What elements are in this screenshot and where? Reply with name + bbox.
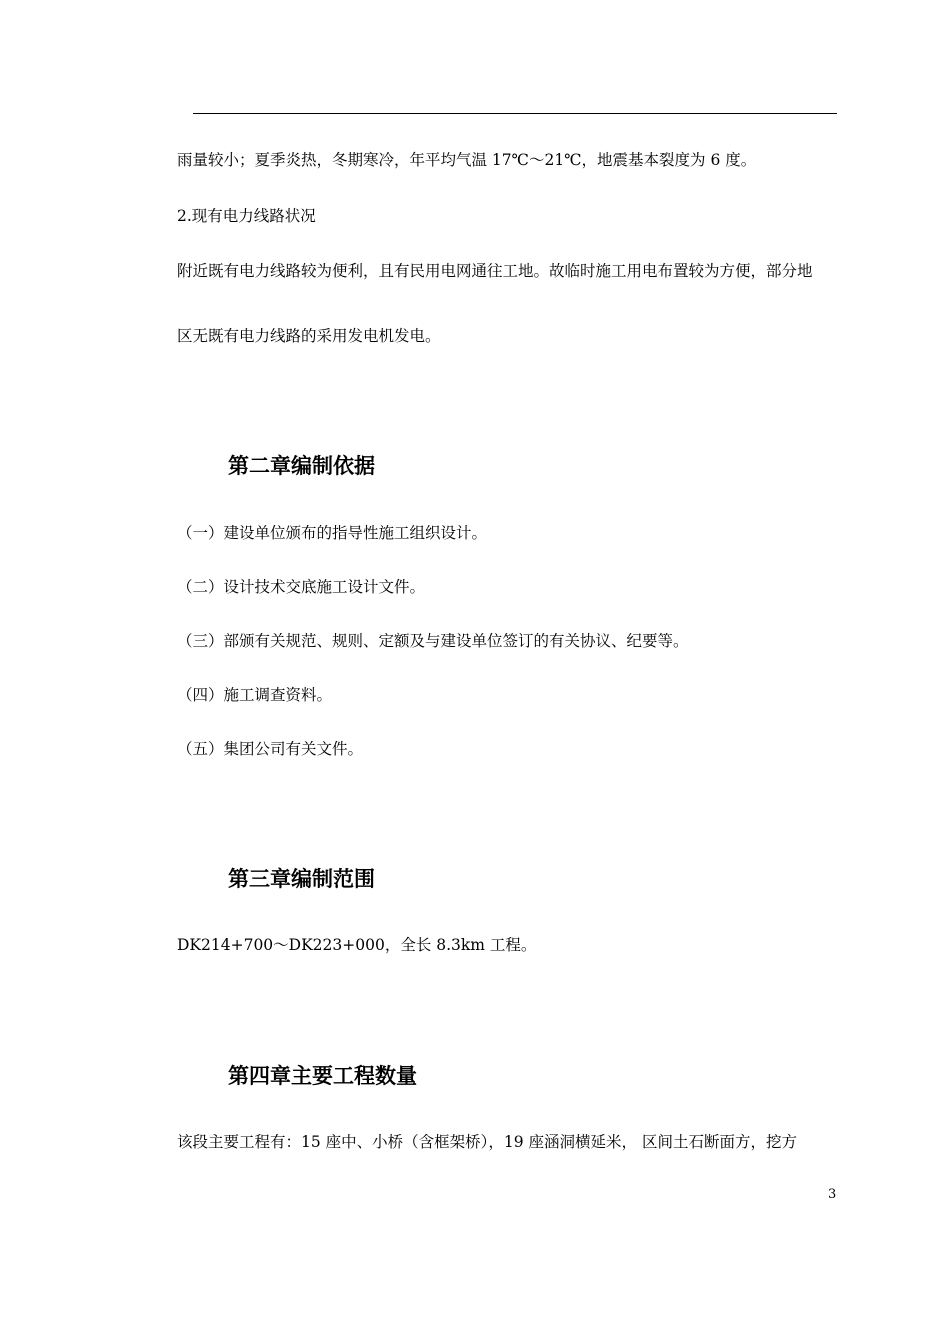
chapter-2-title: 第二章编制依据 bbox=[228, 454, 375, 478]
chapter-3-title: 第三章编制范围 bbox=[228, 867, 375, 891]
chapter-2-item-5: （五）集团公司有关文件。 bbox=[177, 740, 364, 758]
header-rule bbox=[193, 113, 837, 114]
chapter-4-text: 该段主要工程有：15 座中、小桥（含框架桥），19 座涵洞横延米， 区间土石断面方，挖方 bbox=[177, 1133, 797, 1151]
paragraph-line-1: 附近既有电力线路较为便利，且有民用电网通往工地。故临时施工用电布置较为方便，部分地 bbox=[177, 262, 813, 280]
chapter-2-item-4: （四）施工调查资料。 bbox=[177, 686, 333, 704]
paragraph-line-2: 区无既有电力线路的采用发电机发电。 bbox=[177, 327, 441, 345]
chapter-4-title: 第四章主要工程数量 bbox=[228, 1064, 417, 1088]
chapter-2-item-3: （三）部颁有关规范、规则、定额及与建设单位签订的有关协议、纪要等。 bbox=[177, 632, 689, 650]
chapter-2-item-1: （一）建设单位颁布的指导性施工组织设计。 bbox=[177, 524, 488, 542]
climate-text: 雨量较小；夏季炎热，冬期寒冷，年平均气温 17℃～21℃，地震基本裂度为 6 度。 bbox=[177, 151, 757, 169]
chapter-3-text: DK214+700～DK223+000，全长 8.3km 工程。 bbox=[177, 936, 537, 954]
page-number: 3 bbox=[828, 1187, 837, 1202]
subheading-power-lines: 2.现有电力线路状况 bbox=[177, 207, 316, 225]
chapter-2-item-2: （二）设计技术交底施工设计文件。 bbox=[177, 578, 426, 596]
